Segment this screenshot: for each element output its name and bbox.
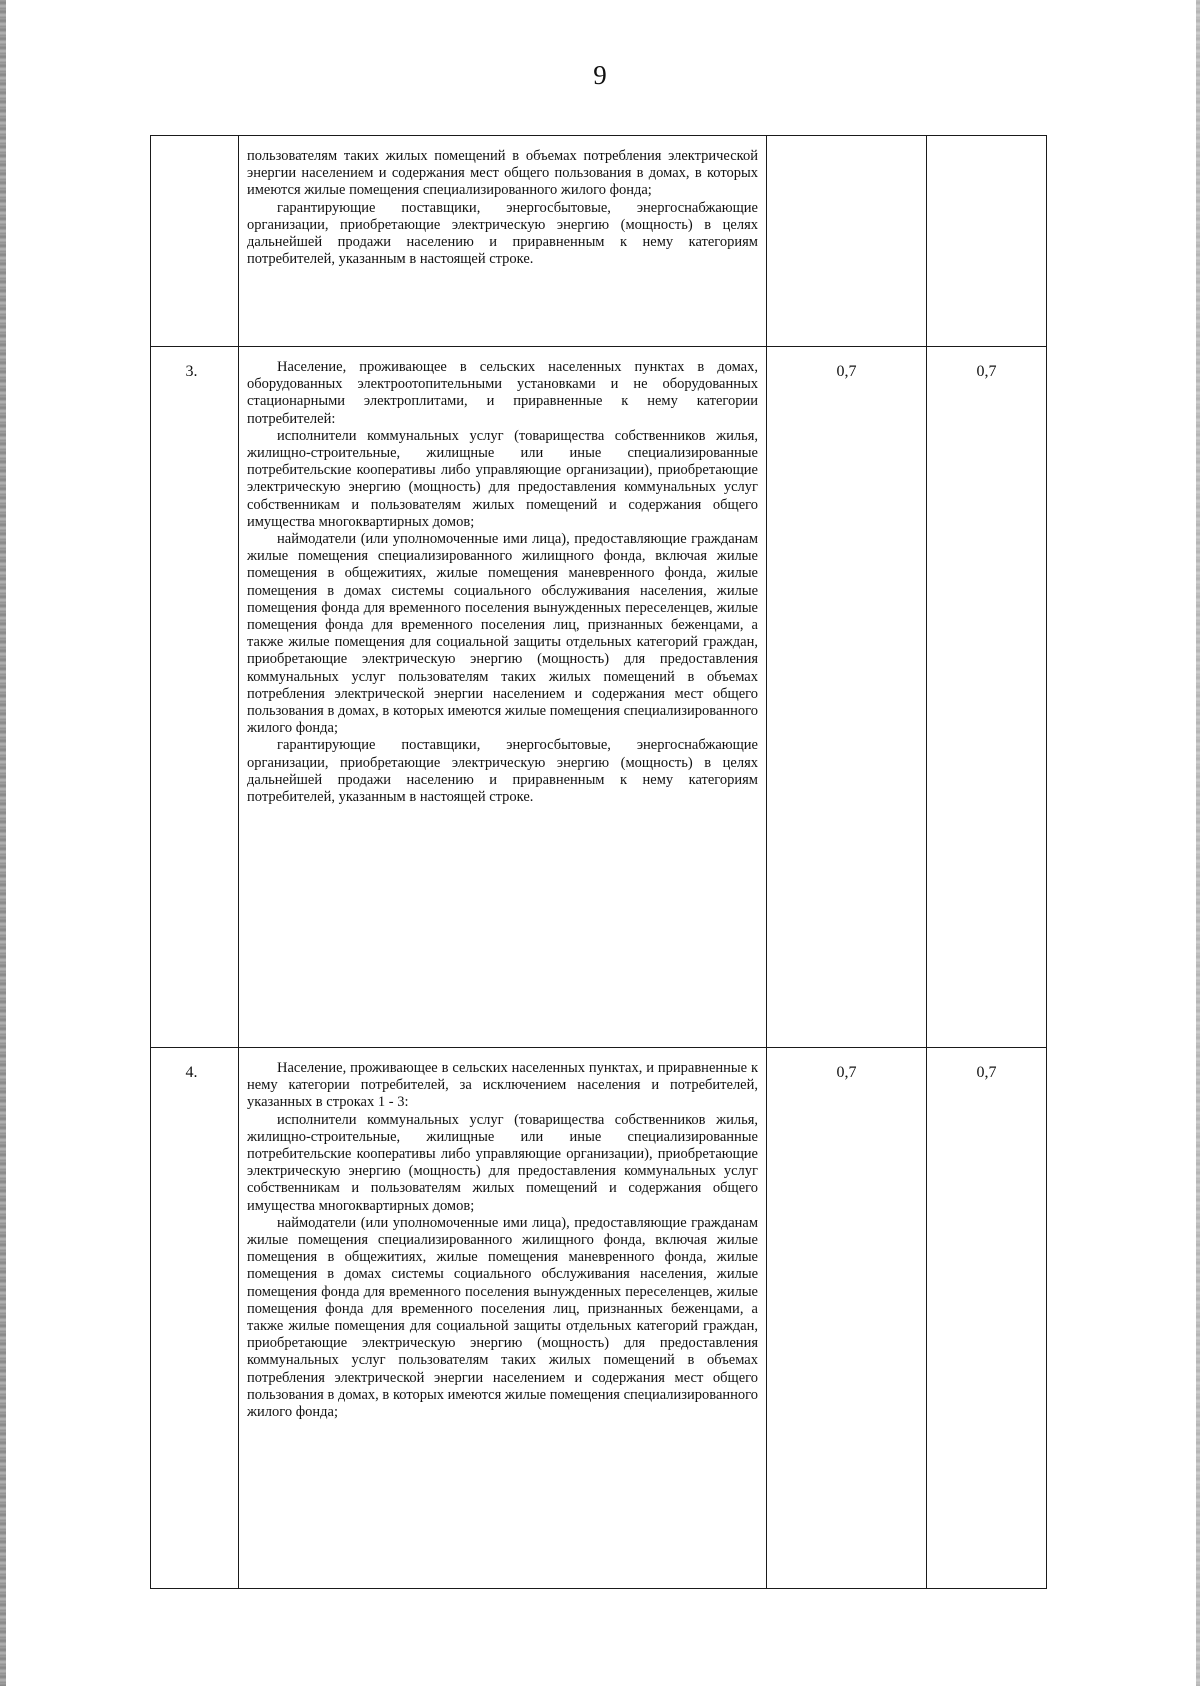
scan-right-edge <box>1196 0 1200 1686</box>
row-paragraph: исполнители коммунальных услуг (товарищества собственников жилья, жилищно-строительные, жилищные или иные специализированные потребительские кооперативы либо управляющие организации), приобретающие электрическую энергию (мощность) для предоставления коммунальных услуг собственникам и пользователям жилых помещений и содержания общего имущества многоквартирных домов; <box>247 427 758 530</box>
row-paragraph: гарантирующие поставщики, энергосбытовые, энергоснабжающие организации, приобретающие электрическую энергию (мощность) в целях дальнейшей продажи населению и приравненным к нему категориям потребителей, указанным в настоящей строке. <box>247 199 758 268</box>
row-value-2: 0,7 <box>927 347 1047 1048</box>
page-number: 9 <box>593 60 607 90</box>
row-value-2: 0,7 <box>927 1048 1047 1589</box>
table-row-continuation <box>151 136 1047 347</box>
row-paragraph: гарантирующие поставщики, энергосбытовые, энергоснабжающие организации, приобретающие электрическую энергию (мощность) в целях дальнейшей продажи населению и приравненным к нему категориям потребителей, указанным в настоящей строке. <box>247 737 758 806</box>
row-paragraph: Население, проживающее в сельских населенных пунктах в домах, оборудованных электроотопительными установками и не оборудованных стационарными электроплитами, и приравненные к нему категории потребителей: <box>247 359 758 427</box>
row-paragraph: Население, проживающее в сельских населенных пунктах, и приравненные к нему категории потребителей, за исключением населения и потребителей, указанных в строках 1 - 3: <box>247 1060 758 1111</box>
row-value-1: 0,7 <box>767 1048 927 1589</box>
row-value-1: 0,7 <box>767 347 927 1048</box>
row-paragraph: наймодатели (или уполномоченные ими лица), предоставляющие гражданам жилые помещения специализированного жилищного фонда, включая жилые помещения в общежитиях, жилые помещения маневренного фонда, жилые помещения в домах системы социального обслуживания населения, жилые помещения фонда для временного поселения вынужденных переселенцев, жилые помещения фонда для временного поселения лиц, признанных беженцами, а также жилые помещения для социальной защиты отдельных категорий граждан, приобретающие электрическую энергию (мощность) для предоставления коммунальных услуг пользователям таких жилых помещений в объемах потребления электрической энергии населением и содержания мест общего пользования в домах, в которых имеются жилые помещения специализированного жилого фонда; <box>247 1214 758 1421</box>
row-paragraph: исполнители коммунальных услуг (товарищества собственников жилья, жилищно-строительные, жилищные или иные специализированные потребительские кооперативы либо управляющие организации), приобретающие электрическую энергию (мощность) для предоставления коммунальных услуг собственникам и пользователям жилых помещений и содержания общего имущества многоквартирных домов; <box>247 1111 758 1214</box>
tariff-table <box>150 135 1047 1589</box>
table-row-3 <box>151 347 1047 1048</box>
row-description <box>239 136 767 347</box>
row-value-2 <box>927 136 1047 347</box>
row-value-1 <box>767 136 927 347</box>
row-number: 4. <box>151 1048 239 1589</box>
table-row-4 <box>151 1048 1047 1589</box>
row-paragraph: наймодатели (или уполномоченные ими лица), предоставляющие гражданам жилые помещения специализированного жилищного фонда, включая жилые помещения в общежитиях, жилые помещения маневренного фонда, жилые помещения в домах системы социального обслуживания населения, жилые помещения фонда для временного поселения вынужденных переселенцев, жилые помещения фонда для временного поселения лиц, признанных беженцами, а также жилые помещения для социальной защиты отдельных категорий граждан, приобретающие электрическую энергию (мощность) для предоставления коммунальных услуг пользователям таких жилых помещений в объемах потребления электрической энергии населением и содержания мест общего пользования в домах, в которых имеются жилые помещения специализированного жилого фонда; <box>247 531 758 737</box>
row-number: 3. <box>151 347 239 1048</box>
row-paragraph: пользователям таких жилых помещений в объемах потребления электрической энергии населением и содержания мест общего пользования в домах, в которых имеются жилые помещения специализированного жилого фонда; <box>247 148 758 199</box>
scan-left-edge <box>0 0 6 1686</box>
row-description <box>239 1048 767 1589</box>
row-description <box>239 347 767 1048</box>
row-number <box>151 136 239 347</box>
